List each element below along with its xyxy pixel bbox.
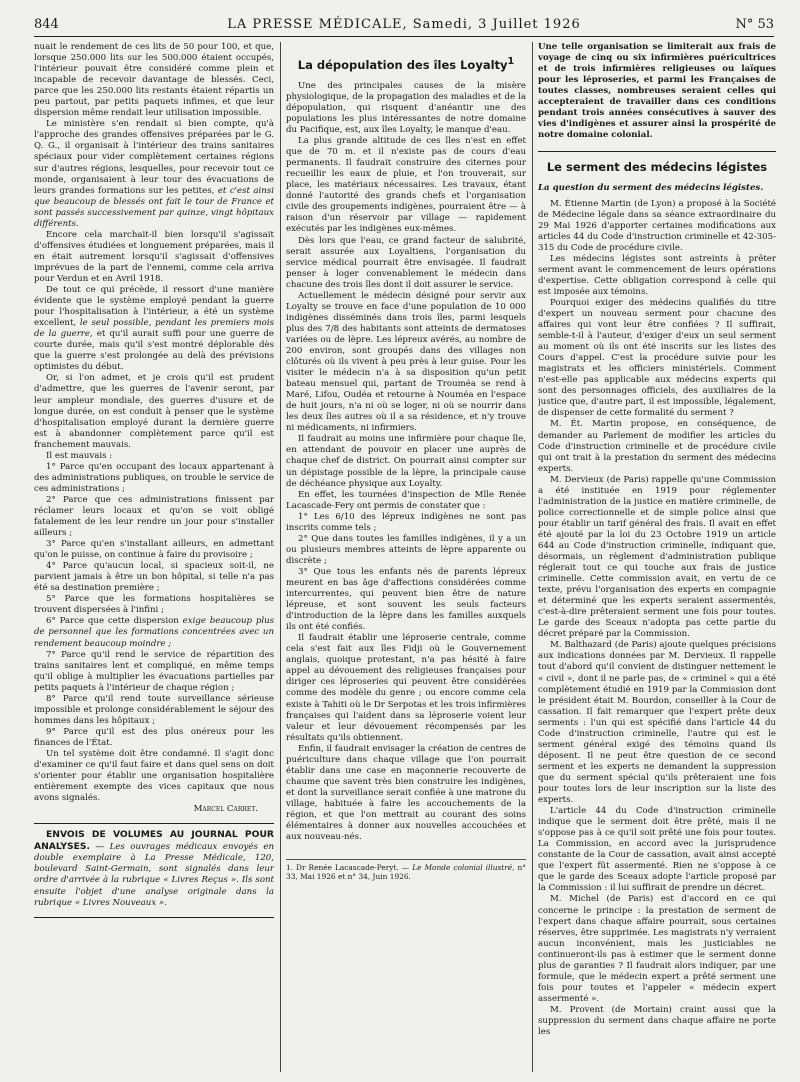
paragraph: M. Étienne Martin (de Lyon) a proposé à la Société de Médecine légale dans sa séance extraordinaire du 29 Mai 1926 d'apporter certaines modifications aux articles 44 du Code d'instruction criminelle et 42-305-315 du Code de procédure civile. [538,198,776,253]
footnote-text: 1. Dr Renée Lacascade-Peryt. — [286,863,410,873]
paragraph: M. Michel (de Paris) est d'accord en ce qui concerne le principe : la prestation de serment de l'expert dans chaque affaire pourrait, sous certaines réserves, être supprimée. Les magistrats n'y verraient aucun inconvénient, mais les justiciables ne continueront-ils pas à estimer que le serment donne plus de garanties ? Il faudrait alors indiquer, par une formule, que le médecin expert a prêté serment une fois pour toutes et l'appeler « médecin expert assermenté ». [538,894,776,1004]
italic-text: et c'est ainsi que beaucoup de blessés ont fait le tour de France et sont passés successivement par quinze, vingt hôpitaux différents. [34,185,274,229]
list-item: 2° Parce que ces administrations finissent par réclamer leurs locaux et qu'on se voit obligé fatalement de les leur rendre un jour pour s'installer ailleurs ; [34,494,274,539]
journal-title: LA PRESSE MÉDICALE, Samedi, 3 Juillet 1926 [227,17,581,32]
section-divider [538,151,776,152]
article-title-text: La dépopulation des îles Loyalty [297,57,508,72]
paragraph: M. Provent (de Mortain) craint aussi que la suppression du serment dans chaque affaire ne porte les [538,1004,776,1038]
article-title [286,56,526,71]
section-divider [34,917,274,918]
text: De tout ce qui précède, il ressort d'une manière évidente que le système employé pendant la guerre pour l'hospitalisation à l'intérieur, a été un système excellent, [34,285,274,329]
paragraph: Une des principales causes de la misère physiologique, de la propagation des maladies et de la dépopulation, qui risquent d'anéantir une des populations les plus intéressantes de notre domaine du Pacifique, est, aux îles Loyalty, le manque d'eau. [286,80,526,136]
italic-text: le seul possible, pendant les premiers mois de la guerre, [34,318,274,340]
paragraph: M. Ét. Martin propose, en conséquence, de demander au Parlement de modifier les articles du Code d'instruction criminelle et de procédure civile qui ont trait à la prestation du serment des médecins experts. [538,419,776,474]
paragraph: M. Balthazard (de Paris) ajoute quelques précisions aux indications données par M. Dervieux. Il rappelle tout d'abord qu'il convient de distinguer nettement le « civil », dont il ne parle pas, de « criminel » qui a été complètement étudié en 1919 par la Commission dont le président était M. Bourdon, conseiller à la Cour de cassation. Il fait remarquer que l'expert prête deux serments : l'un qui est spécifié dans l'article 44 du Code d'instruction criminelle, l'autre qui est le serment général exigé des témoins quand ils déposent. Il ne peut être question de ce second serment et les experts ne demandent la suppression que du serment spécial qu'ils prêteraient une fois pour toutes lors de leur inscription sur la liste des experts. [538,640,776,806]
paragraph: La plus grande altitude de ces îles n'est en effet que de 70 m. et il n'existe pas de cours d'eau permanents. Il faudrait construire des citernes pour recueillir les eaux de pluie, et l'on trouverait, sur place, les matériaux nécessaires. Les travaux, étant donné l'autorité des grands chefs et l'organisation civile des groupements indigènes, pourraient être — à raison d'un réservoir par village — rapidement exécutés par les indigènes eux-mêmes. [286,136,526,235]
paragraph: Une telle organisation se limiterait aux frais de voyage de cinq ou six infirmières puéricultrices et de trois infirmières religieuses ou laïques pour les léproseries, et parmi les Françaises de toutes classes, nombreuses seraient celles qui accepteraient de travailler dans ces conditions pendant trois années consécutives à sauver des vies d'indigènes et assurer ainsi la prospérité de notre domaine colonial. [538,42,776,141]
paragraph: nuait le rendement de ces lits de 50 pour 100, et que, lorsque 250.000 lits sur les 500.000 étaient occupés, l'intérieur pouvait être considéré comme plein et incapable de recevoir davantage de blessés. Ceci, parce que les 250.000 lits restants étaient répartis un peu partout, par petits paquets infimes, et que leur dispersion même rendait leur utilisation impossible. [34,42,274,119]
column-rule-right [532,42,533,1072]
paragraph: Un tel système doit être condamné. Il s'agit donc d'examiner ce qu'il faut faire et dans quel sens on doit s'orienter pour établir une organisation hospitalière entièrement exempte des vices capitaux que nous avons signalés. [34,749,274,804]
text: et qu'il aurait suffi pour une guerre de courte durée, mais qu'il s'est montré déplorable dès que la guerre s'est prolongée au delà des prévisions optimistes du début. [34,329,274,373]
column-1 [34,42,274,1077]
list-item: 9° Parce qu'il est des plus onéreux pour les finances de l'État. [34,726,274,748]
footnote [286,859,526,881]
list-item: 5° Parce que les formations hospitalières se trouvent dispersées à l'infini ; [34,594,274,616]
paragraph: En effet, les tournées d'inspection de Mlle Renée Lacascade-Fery ont permis de constater que : [286,489,526,511]
paragraph: Les médecins légistes sont astreints à prêter serment avant le commencement de leurs opérations d'expertise. Cette obligation correspond à celle qui est imposée aux témoins. [538,253,776,297]
paragraph: Actuellement le médecin désigné pour servir aux Loyalty se trouve en face d'une population de 10 000 indigènes disséminés dans trois îles, parmi lesquels plus des 7/8 des habitants sont atteints de dermatoses variées ou de lèpre. Les lépreux avérés, au nombre de 200 environ, sont groupés dans des villages non clôturés où ils vivent à peu près à leur guise. Pour les visiter le médecin n'a à sa disposition qu'un petit bateau mensuel qui, partant de Trouméa se rend à Maré, Lifou, Oudéa et retourne à Nouméa en l'espace de huit jours, n'a ni où se loger, ni où se nourrir dans les deux îles autres où il a sa résidence, et n'y trouve ni médicaments, ni infirmiers. [286,290,526,434]
list-item: 8° Parce qu'il rend toute surveillance sérieuse impossible et prolonge considérablement le séjour des hommes dans les hôpitaux ; [34,693,274,726]
section-divider [34,823,274,824]
article-title: Le serment des médecins légistes [546,160,768,175]
paragraph: Il faudrait au moins une infirmière pour chaque île, en attendant de pouvoir en placer une auprès de chaque chef de district. On pourrait ainsi compter sur un dépistage possible de la lèpre, la principale cause de déchéance physique aux Loyalty. [286,434,526,489]
paragraph [34,285,274,373]
paragraph: M. Dervieux (de Paris) rappelle qu'une Commission a été instituée en 1919 pour réglementer l'administration de la justice en matière criminelle, de police correctionnelle et de simple police ainsi que pour établir un tarif général des frais. Il avait en effet été ajouté par la loi du 23 Octobre 1919 un article 644 au Code d'instruction criminelle, indiquant que, désormais, un règlement d'administration publique réglerait tout ce qui touche aux frais de justice criminelle. Cette commission avait, en vertu de ce texte, prévu l'organisation des experts en compagnie et déterminé que les experts seraient assermentés, c'est-à-dire prêteraient serment une fois pour toutes. Le garde des Sceaux n'adopta pas cette partie du décret préparé par la Commission. [538,474,776,640]
list-item: 4° Parce qu'aucun local, si spacieux soit-il, ne parvient jamais à être un bon hôpital, si telle n'a pas été sa destination première ; [34,561,274,594]
column-rule-left [280,42,281,1072]
page-number: 844 [34,17,59,32]
paragraph [34,119,274,229]
paragraph: L'article 44 du Code d'instruction criminelle indique que le serment doit être prêté, mais il ne s'oppose pas à ce qu'il soit prêté une fois pour toutes. La Commission, en accord avec la jurisprudence constante de la Cour de cassation, avait ainsi accepté que l'expert fût assermenté. Rien ne s'oppose à ce que le garde des Sceaux adopte l'article proposé par la Commission : il lui suffirait de prendre un décret. [538,806,776,894]
paragraph: Enfin, il faudrait envisager la création de centres de puériculture dans chaque village que l'on pourrait établir dans une case en maçonnerie recouverte de chaume que savent très bien construire les indigènes, et dont la surveillance serait confiée à une matrone du village, habituée à faire les accouchements de la région, et que l'on mettrait au courant des soins élémentaires à donner aux nouvelles accouchées et aux nouveau-nés. [286,743,526,843]
subheading: La question du serment des médecins légistes. [538,183,764,194]
text: 6° Parce que cette dispersion [46,616,179,627]
issue-number: N° 53 [735,17,774,32]
running-header [34,14,774,37]
paragraph: Dès lors que l'eau, ce grand facteur de salubrité, serait assurée aux Loyaltiens, l'organisation du service médical pourrait être envisagée. Il faudrait penser à loger convenablement le médecin dans chacune des trois îles dont il doit assurer le service. [286,235,526,290]
notice-text: — Les ouvrages médicaux envoyés en double exemplaire à La Presse Médicale, 120, boulevard Saint-Germain, sont signalés dans leur ordre d'arrivée à la rubrique « Livres Reçus ». Ils sont ensuite l'objet d'une analyse originale dans la rubrique « Livres Nouveaux ». [34,842,274,908]
list-item [34,616,274,649]
paragraph: Or, si l'on admet, et je crois qu'il est prudent d'admettre, que les guerres de l'avenir seront, par leur ampleur mondiale, des guerres d'usure et de longue durée, on est conduit à penser que le système d'hospitalisation employé durant la dernière guerre est à abandonner complètement parce qu'il est franchement mauvais. [34,373,274,450]
list-item: 1° Les 6/10 des lépreux indigènes ne sont pas inscrits comme tels ; [286,511,526,533]
list-item: 3° Que tous les enfants nés de parents lépreux meurent en bas âge d'affections considérées comme intercurrentes, qui peuvent bien être de nature lépreuse, et sont souvent les seuls facteurs d'introduction de la lèpre dans les familles auxquels ils ont été confiés. [286,566,526,633]
list-item: 2° Que dans toutes les familles indigènes, il y a un ou plusieurs membres atteints de lèpre apparente ou discrète ; [286,533,526,566]
paragraph: Il est mauvais : [46,450,113,461]
footnote-source: Le Monde colonial illustré, [412,863,515,873]
list-item: 3° Parce qu'en s'installant ailleurs, en admettant qu'on le puisse, on continue à faire du provisoire ; [34,539,274,561]
italic-text: exige beaucoup plus de personnel que les formations concentrées avec un rendement beaucoup moindre ; [34,616,274,649]
notice-paragraph [34,829,274,908]
paragraph: Il faudrait établir une léproserie centrale, comme cela s'est fait aux îles Fidji où le Gouvernement anglais, quoique protestant, n'a pas hésité à faire appel au dévouement des religieuses françaises pour diriger ces léproseries qui peuvent être considérées comme des modèle du genre ; ou encore comme cela existe à Tahiti où le Dr Serpotas et les trois infirmières françaises qui l'aident dans sa léproserie voient leur valeur et leur dévouement récompensés par les résultats qu'ils obtiennent. [286,633,526,743]
text: Le ministère s'en rendait si bien compte, qu'à l'approche des grandes offensives préparées par le G. Q. G., il organisait à l'intérieur des trains sanitaires spéciaux pour vider complètement certaines régions sur d'autres régions, lesquelles, pour recevoir tout ce monde, organisaient à leur tour des évacuations de leurs grandes formations sur les petites, [34,119,274,196]
paragraph: Encore cela marchait-il bien lorsqu'il s'agissait d'offensives étudiées et longuement préparées, mais il en était autrement lorsqu'il s'agissait d'offensives imprévues de la part de l'ennemi, comme cela arriva pour Verdun et en Avril 1918. [34,229,274,284]
list-item: 1° Parce qu'en occupant des locaux appartenant à des administrations publiques, on trouble le service de ces administrations ; [34,461,274,494]
footnote-marker: 1 [507,56,515,67]
paragraph: Pourquoi exiger des médecins qualifiés du titre d'expert un nouveau serment pour chacune des affaires qui vont leur être confiées ? Il suffirait, semble-t-il à l'auteur, d'exiger d'eux un seul serment au moment où ils ont été inscrits sur les listes des Cours d'appel. C'est la procédure suivie pour les magistrats et les officiers ministériels. Comment n'est-elle pas applicable aux médecins experts qui sont des personnages officiels, des auxiliaires de la justice que, d'autre part, il est impossible, légalement, de dispenser de cette formalité du serment ? [538,297,776,419]
column-2 [286,42,526,1077]
footnote-text: n° 33, Mai 1926 et n° 34, Juin 1926. [286,863,526,882]
notice-heading: ENVOIS DE VOLUMES AU JOURNAL POUR ANALYSES. [34,829,274,853]
column-3 [538,42,776,1077]
author-signature: Marcel Carret. [193,804,258,815]
list-item: 7° Parce qu'il rend le service de répartition des trains sanitaires lent et compliqué, en même temps qu'il oblige à multiplier les évacuations partielles par petits paquets à l'intérieur de chaque région ; [34,649,274,693]
